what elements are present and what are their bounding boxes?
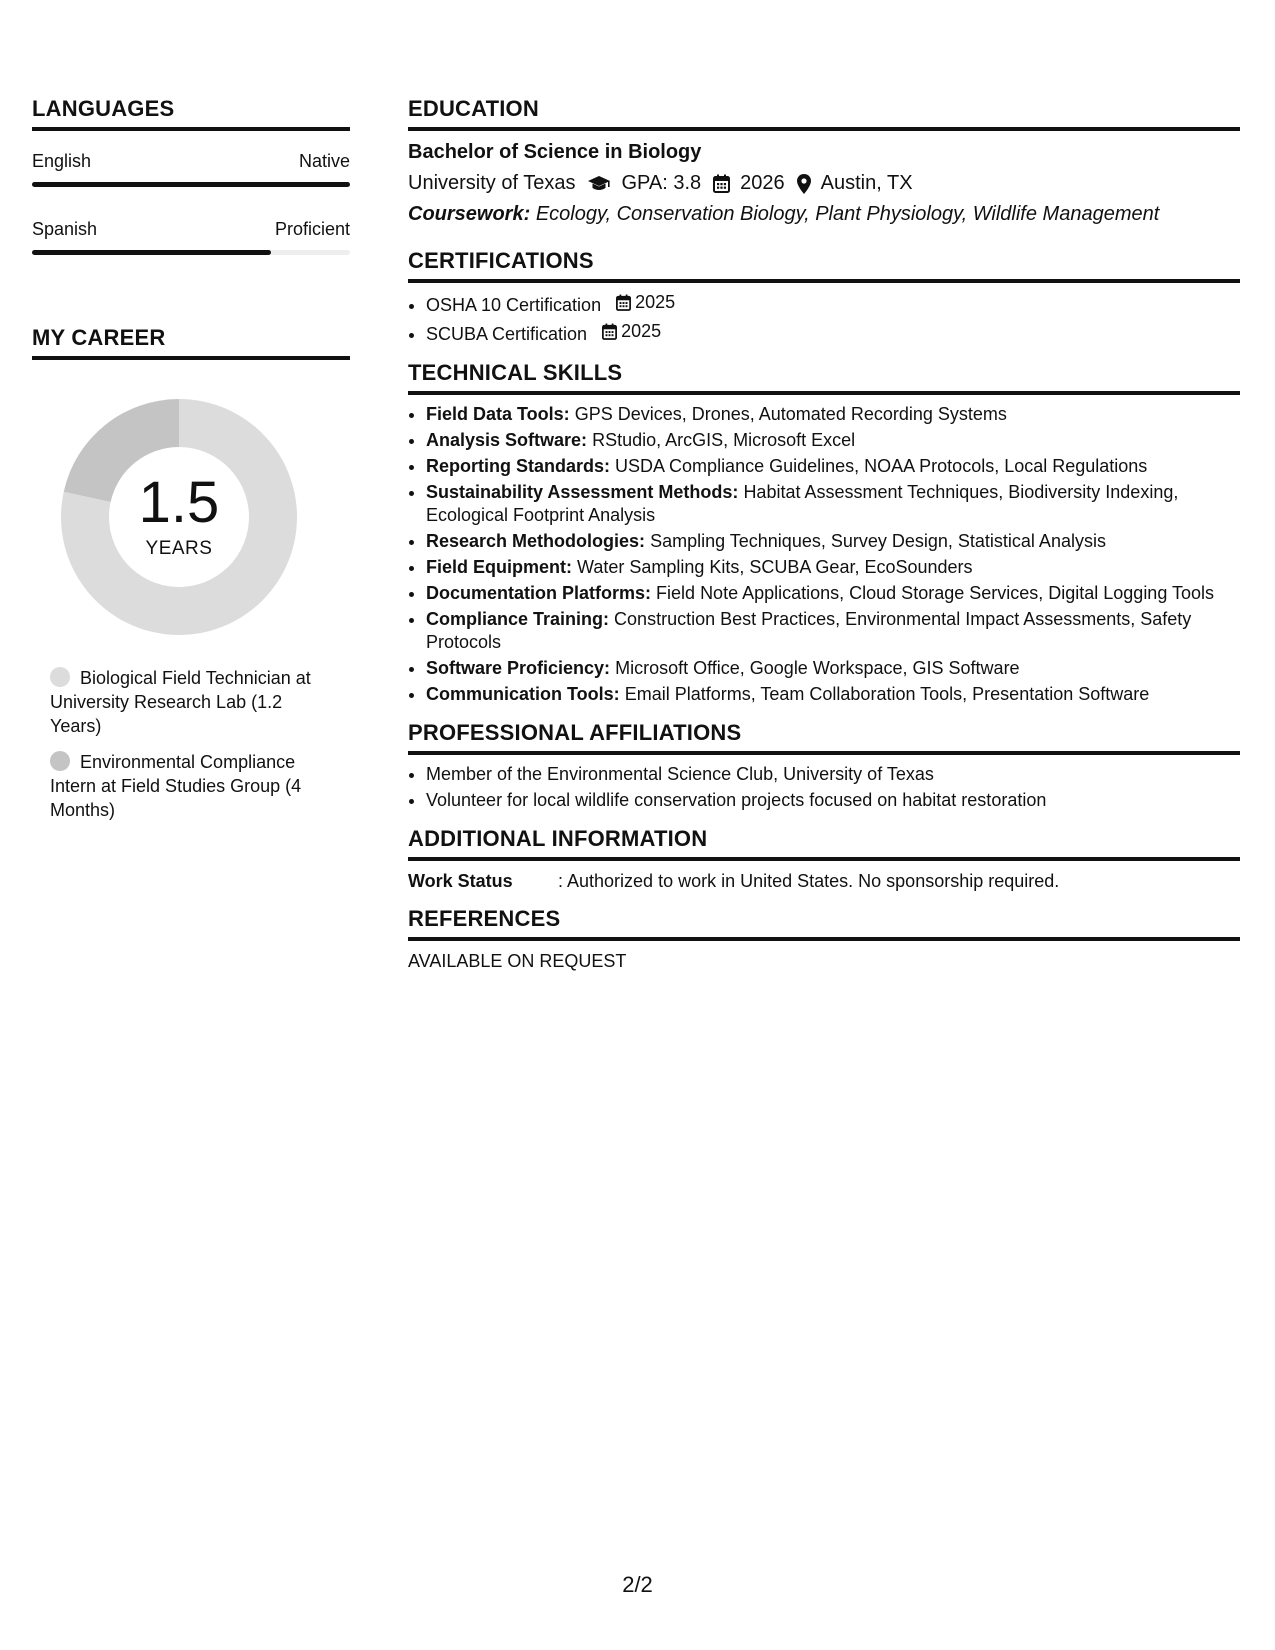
education-details <box>408 172 1240 195</box>
references-title: REFERENCES <box>408 906 1240 941</box>
skill-text: GPS Devices, Drones, Automated Recording Systems <box>574 404 1007 424</box>
skill-label: Reporting Standards: <box>426 456 611 476</box>
list-item <box>426 683 1240 706</box>
career-legend <box>50 666 320 822</box>
location: Austin, TX <box>820 172 913 194</box>
list-item <box>426 403 1240 426</box>
cert-year-text: 2025 <box>621 321 662 341</box>
calendar-icon <box>602 323 617 340</box>
legend-label: Environmental Compliance Intern at Field Studies Group (4 Months) <box>50 752 302 820</box>
language-level: Native <box>298 151 350 171</box>
graduation-cap-icon <box>587 175 611 193</box>
language-level: Proficient <box>274 219 350 239</box>
career-total: 1.5 <box>138 470 220 535</box>
legend-dot <box>50 667 70 687</box>
language-item <box>32 219 350 255</box>
calendar-icon <box>713 174 730 193</box>
additional-info-title: ADDITIONAL INFORMATION <box>408 826 1240 861</box>
list-item <box>426 291 1240 317</box>
skill-text: Construction Best Practices, Environmental Impact Assessments, Safety Protocols <box>426 609 1192 652</box>
skill-text: Water Sampling Kits, SCUBA Gear, EcoSounders <box>577 557 973 577</box>
work-status-value: : Authorized to work in United States. No sponsorship required. <box>558 871 1060 891</box>
list-item <box>426 530 1240 553</box>
skill-label: Field Equipment: <box>426 557 572 577</box>
list-item <box>426 455 1240 478</box>
skill-label: Documentation Platforms: <box>426 583 652 603</box>
additional-info-section <box>408 826 1240 892</box>
skill-label: Compliance Training: <box>426 609 610 629</box>
career-title: MY CAREER <box>32 325 350 360</box>
languages-title: LANGUAGES <box>32 96 350 131</box>
left-column <box>32 96 350 834</box>
affiliations-section <box>408 720 1240 812</box>
language-item <box>32 151 350 187</box>
list-item <box>426 429 1240 452</box>
legend-item <box>50 750 320 822</box>
affiliations-list <box>408 763 1240 812</box>
skill-text: RStudio, ArcGIS, Microsoft Excel <box>592 430 856 450</box>
language-name: English <box>32 151 92 171</box>
skill-label: Field Data Tools: <box>426 404 570 424</box>
career-donut-chart <box>56 394 302 640</box>
list-item: • Member of the Environmental Science Club, University of Texas <box>426 763 1240 786</box>
language-name: Spanish <box>32 219 98 239</box>
references-section <box>408 906 1240 972</box>
list-item: • Volunteer for local wildlife conservation projects focused on habitat restoration <box>426 789 1240 812</box>
technical-skills-title: TECHNICAL SKILLS <box>408 360 1240 395</box>
language-bar <box>32 182 350 187</box>
references-text: AVAILABLE ON REQUEST <box>408 951 627 971</box>
map-pin-icon <box>797 174 811 194</box>
skill-label: Communication Tools: <box>426 684 620 704</box>
work-status-row <box>408 871 1240 892</box>
list-item <box>426 657 1240 680</box>
skill-label: Research Methodologies: <box>426 531 646 551</box>
gpa: GPA: 3.8 <box>621 172 702 194</box>
legend-dot <box>50 751 70 771</box>
education-title: EDUCATION <box>408 96 1240 131</box>
work-status-label: Work Status <box>408 871 513 891</box>
list-item <box>426 582 1240 605</box>
language-bar <box>32 250 350 255</box>
skill-text: Field Note Applications, Cloud Storage Services, Digital Logging Tools <box>656 583 1215 603</box>
language-bar-fill <box>32 182 350 187</box>
certifications-title: CERTIFICATIONS <box>408 248 1240 283</box>
cert-year <box>602 320 661 343</box>
skill-text: Microsoft Office, Google Workspace, GIS Software <box>615 658 1020 678</box>
certifications-section <box>408 248 1240 346</box>
coursework <box>408 203 1240 226</box>
skill-text: USDA Compliance Guidelines, NOAA Protocols, Local Regulations <box>615 456 1148 476</box>
coursework-label: Coursework: <box>408 203 531 225</box>
right-column <box>408 96 1240 986</box>
coursework-text: Ecology, Conservation Biology, Plant Physiology, Wildlife Management <box>535 203 1160 225</box>
calendar-icon <box>616 294 631 311</box>
donut-center <box>56 394 302 640</box>
skill-text: Habitat Assessment Techniques, Biodiversity Indexing, Ecological Footprint Analysis <box>426 482 1179 525</box>
cert-name: OSHA 10 Certification <box>426 295 602 315</box>
skill-label: Software Proficiency: <box>426 658 611 678</box>
skill-label: Analysis Software: <box>426 430 588 450</box>
skill-text: Sampling Techniques, Survey Design, Statistical Analysis <box>650 531 1106 551</box>
skill-text: Email Platforms, Team Collaboration Tools, Presentation Software <box>624 684 1150 704</box>
list-item <box>426 556 1240 579</box>
technical-skills-section <box>408 360 1240 706</box>
legend-item <box>50 666 320 738</box>
certifications-list <box>408 291 1240 346</box>
list-item <box>426 481 1240 527</box>
affiliations-title: PROFESSIONAL AFFILIATIONS <box>408 720 1240 755</box>
language-bar-fill <box>32 250 271 255</box>
legend-label: Biological Field Technician at University Research Lab (1.2 Years) <box>50 668 311 736</box>
cert-year <box>616 291 675 314</box>
degree: Bachelor of Science in Biology <box>408 141 702 163</box>
list-item <box>426 608 1240 654</box>
cert-name: SCUBA Certification <box>426 324 588 344</box>
skill-label: Sustainability Assessment Methods: <box>426 482 739 502</box>
education-section <box>408 96 1240 226</box>
list-item <box>426 320 1240 346</box>
school-name: University of Texas <box>408 172 576 194</box>
career-unit: YEARS <box>145 538 213 559</box>
cert-year-text: 2025 <box>635 292 676 312</box>
graduation-year: 2026 <box>740 172 785 194</box>
page-number: 2/2 <box>622 1572 653 1597</box>
technical-skills-list <box>408 403 1240 706</box>
